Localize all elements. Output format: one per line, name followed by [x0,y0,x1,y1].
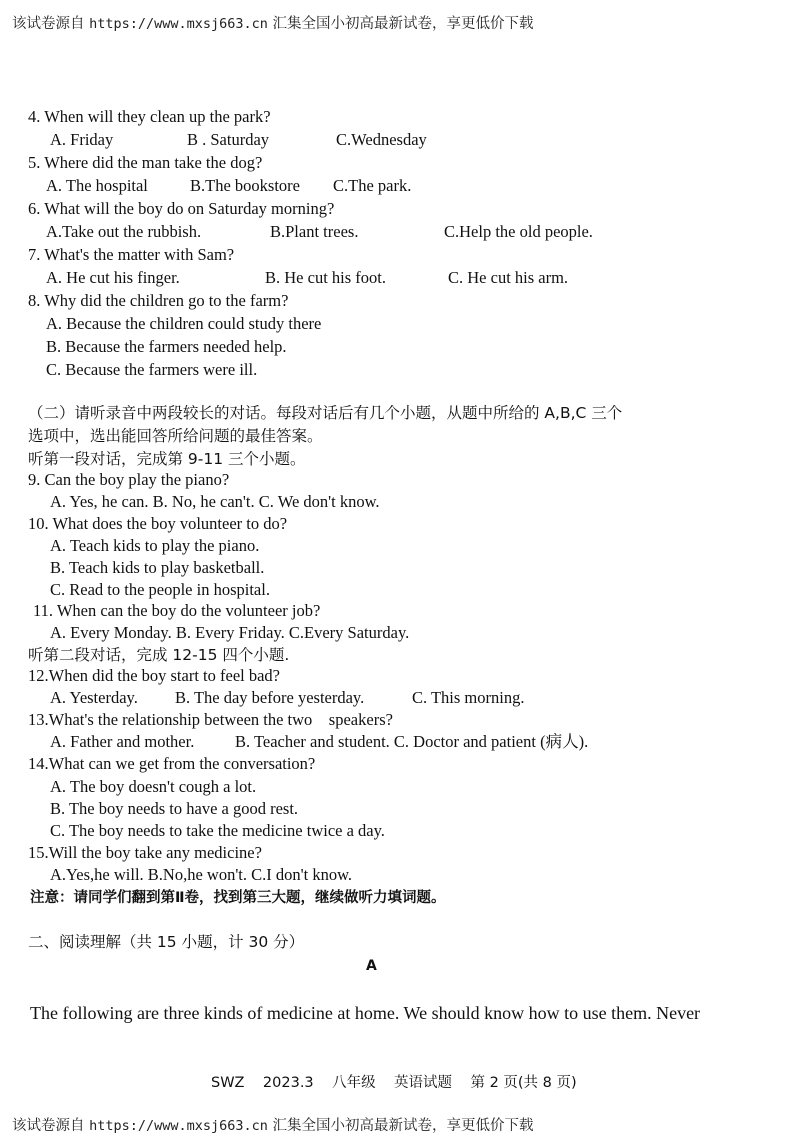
q10-option-b: B. Teach kids to play basketball. [50,558,265,577]
source-footer [12,1114,534,1135]
q6-option-b: B.Plant trees. [270,222,359,241]
header-url: https://www.mxsj663.cn [89,16,268,32]
q4-option-c: C.Wednesday [336,130,427,149]
q5-option-b: B.The bookstore [190,176,300,195]
footer-url: https://www.mxsj663.cn [89,1118,268,1134]
q12-option-a: A. Yesterday. [50,688,138,707]
q7-option-c: C. He cut his arm. [448,268,569,287]
q12-option-b: B. The day before yesterday. [175,688,365,707]
reading-section-title: 二、阅读理解（共 15 小题，计 30 分） [28,933,305,951]
q11-options: A. Every Monday. B. Every Friday. C.Every Saturday. [50,623,410,642]
q12-option-c: C. This morning. [412,688,525,707]
question-10: 10. What does the boy volunteer to do? [28,514,288,533]
question-9: 9. Can the boy play the piano? [28,470,230,489]
q10-option-c: C. Read to the people in hospital. [50,580,270,599]
question-11: 11. When can the boy do the volunteer job? [33,601,321,620]
header-prefix: 该试卷源自 [12,16,85,32]
header-suffix: 汇集全国小初高最新试卷，享更低价下载 [272,16,534,32]
source-header [12,12,534,33]
q8-option-c: C. Because the farmers were ill. [46,360,258,379]
q15-options: A.Yes,he will. B.No,he won't. C.I don't know. [50,865,353,884]
dialog-2-instruction: 听第二段对话，完成 12-15 四个小题. [28,646,290,664]
question-13: 13.What's the relationship between the two speakers? [28,710,393,729]
q5-option-a: A. The hospital [46,176,148,195]
q6-option-a: A.Take out the rubbish. [46,222,202,241]
q4-option-a: A. Friday [50,130,114,149]
q14-option-a: A. The boy doesn't cough a lot. [50,777,257,796]
q7-option-a: A. He cut his finger. [46,268,180,287]
passage-label-a: A [366,958,377,974]
question-4: 4. When will they clean up the park? [28,107,271,126]
section-2-intro-line2: 选项中，选出能回答所给问题的最佳答案。 [28,427,323,445]
q13-option-bc: B. Teacher and student. C. Doctor and patient (病人). [235,732,589,751]
q7-option-b: B. He cut his foot. [265,268,386,287]
passage-text: The following are three kinds of medicine at home. We should know how to use them. Never [30,1003,701,1023]
footer-suffix: 汇集全国小初高最新试卷，享更低价下载 [272,1118,534,1134]
footer-prefix: 该试卷源自 [12,1118,85,1134]
q13-option-a: A. Father and mother. [50,732,195,751]
q9-options: A. Yes, he can. B. No, he can't. C. We don't know. [50,492,380,511]
q6-option-c: C.Help the old people. [444,222,593,241]
q4-option-b: B . Saturday [187,130,270,149]
dialog-1-instruction: 听第一段对话，完成第 9-11 三个小题。 [28,450,306,468]
q14-option-c: C. The boy needs to take the medicine twice a day. [50,821,385,840]
question-8: 8. Why did the children go to the farm? [28,291,289,310]
q8-option-b: B. Because the farmers needed help. [46,337,287,356]
q14-option-b: B. The boy needs to have a good rest. [50,799,299,818]
question-6: 6. What will the boy do on Saturday morning? [28,199,335,218]
page-info: SWZ 2023.3 八年级 英语试题 第 2 页(共 8 页) [211,1075,577,1091]
section-2-intro-line1: （二）请听录音中两段较长的对话。每段对话后有几个小题，从题中所给的 A,B,C 三个 [28,404,623,422]
question-5: 5. Where did the man take the dog? [28,153,263,172]
question-12: 12.When did the boy start to feel bad? [28,666,281,685]
q8-option-a: A. Because the children could study there [46,314,322,333]
question-14: 14.What can we get from the conversation? [28,754,316,773]
notice-text: 注意：请同学们翻到第Ⅱ卷，找到第三大题，继续做听力填词题。 [30,890,446,906]
q5-option-c: C.The park. [333,176,412,195]
question-7: 7. What's the matter with Sam? [28,245,235,264]
question-15: 15.Will the boy take any medicine? [28,843,262,862]
q10-option-a: A. Teach kids to play the piano. [50,536,260,555]
